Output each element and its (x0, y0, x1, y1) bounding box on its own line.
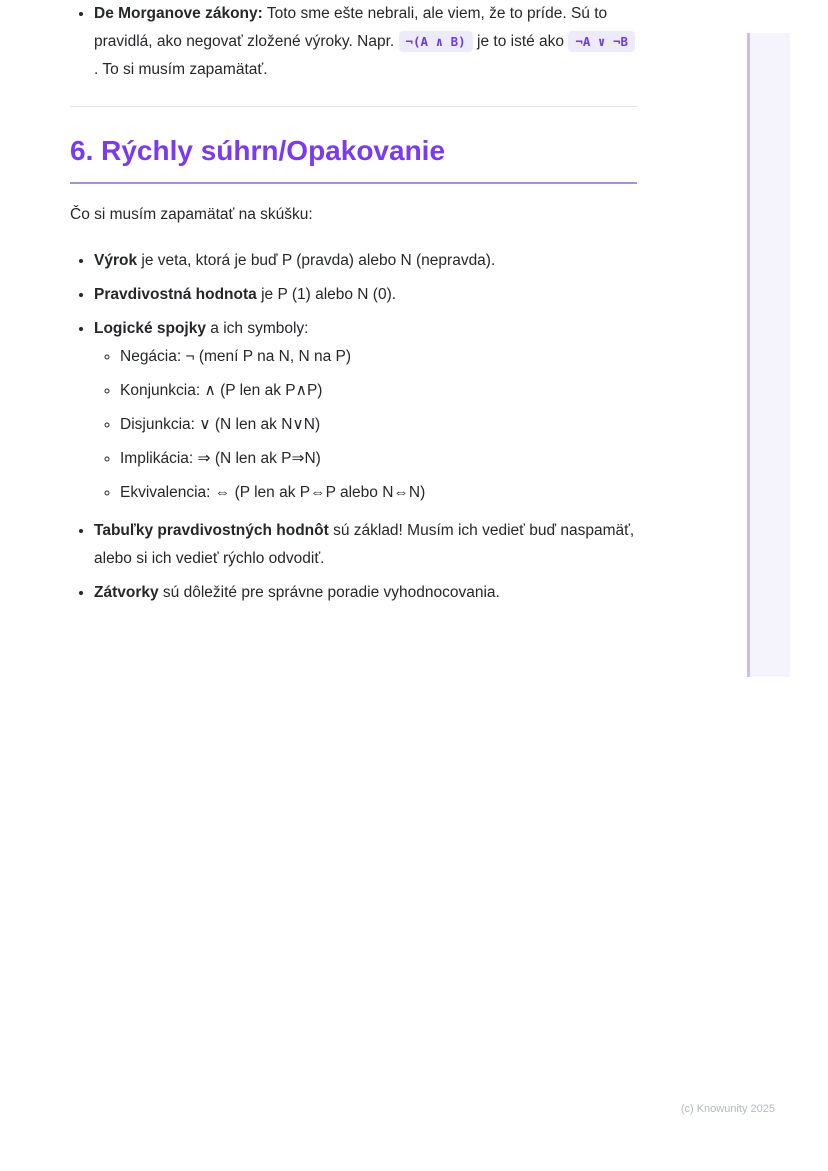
demorgan-text-3: . To si musím zapamätať. (94, 61, 268, 78)
section-divider (70, 106, 637, 107)
heading-underline (70, 182, 637, 184)
summary-bullet (94, 247, 637, 275)
sub-bullet: ◦ Ekvivalencia: ⇔ (P len ak P⇔P alebo N⇔N) (120, 479, 637, 507)
sub-bullet: ◦ Negácia: ¬ (mení P na N, N na P) (120, 343, 637, 371)
summary-list (70, 247, 637, 607)
section-heading: 6. Rýchly súhrn/Opakovanie (70, 135, 446, 166)
summary-bullet (94, 579, 637, 607)
bullet-text: je P (1) alebo N (0). (256, 286, 397, 303)
bullet-term: Logické spojky (94, 320, 206, 337)
demorgan-term: De Morganove zákony: (94, 5, 263, 22)
page-content (70, 0, 637, 613)
summary-bullet (94, 315, 637, 507)
summary-bullet (94, 281, 637, 309)
sub-bullet: ◦ Konjunkcia: ∧ (P len ak P∧P) (120, 377, 637, 405)
code-chip-not-a-or-not-b: ¬A ∨ ¬B (568, 31, 635, 52)
bullet-text: sú základ! Musím ich vedieť buď naspamäť, alebo si ich vedieť rýchlo odvodiť. (94, 522, 635, 567)
bullet-text: a ich symboly: (205, 320, 309, 337)
sub-bullet: ◦ Disjunkcia: ∨ (N len ak N∨N) (120, 411, 637, 439)
demorgan-text-1: Toto sme ešte nebrali, ale viem, že to príde. Sú to pravidlá, ako negovať zložené výroky. Napr. (94, 5, 608, 50)
bullet-text: je veta, ktorá je buď P (pravda) alebo N (nepravda). (137, 252, 496, 269)
copyright-text: (c) Knowunity 2025 (680, 1103, 775, 1115)
demorgan-text-2: je to isté ako (472, 33, 569, 50)
page-edge-panel (747, 33, 790, 677)
demorgan-list (70, 0, 637, 84)
bullet-term: Pravdivostná hodnota (94, 286, 257, 303)
demorgan-list-item (94, 0, 637, 84)
intro-text: Čo si musím zapamätať na skúšku: (70, 206, 313, 223)
bullet-term: Výrok (94, 252, 138, 269)
bullet-term: Zátvorky (94, 584, 159, 601)
bullet-text: sú dôležité pre správne poradie vyhodnocovania. (158, 584, 500, 601)
summary-bullet (94, 517, 637, 573)
symbols-sublist (94, 343, 637, 507)
bullet-term: Tabuľky pravdivostných hodnôt (94, 522, 329, 539)
code-chip-not-a-and-b: ¬(A ∧ B) (399, 31, 473, 52)
sub-bullet: ◦ Implikácia: ⇒ (N len ak P⇒N) (120, 445, 637, 473)
